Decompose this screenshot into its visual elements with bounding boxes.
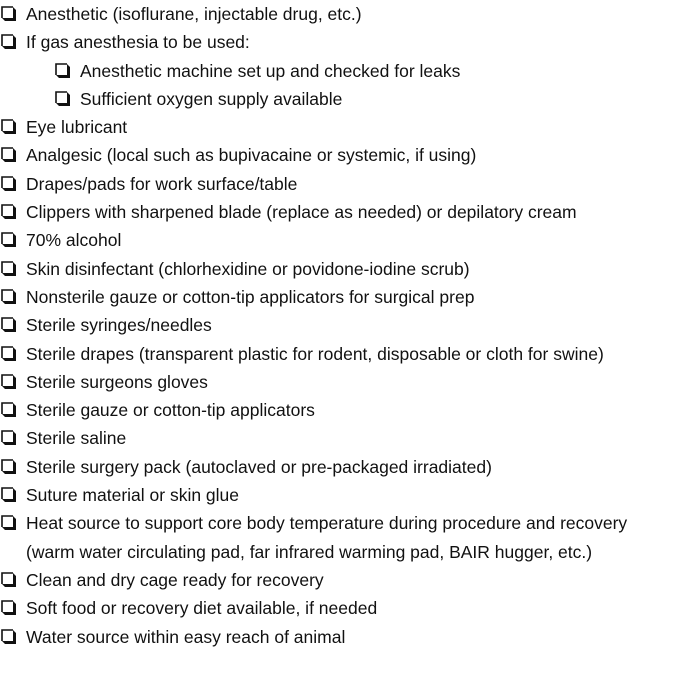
checklist-item-text: Sterile saline xyxy=(26,428,127,449)
checklist-item xyxy=(0,28,685,56)
checkbox-icon[interactable] xyxy=(1,346,15,360)
checklist-item xyxy=(54,57,685,85)
checkbox-icon[interactable] xyxy=(1,487,15,501)
checklist-item xyxy=(0,255,685,283)
checkbox-icon[interactable] xyxy=(1,6,15,20)
checklist-item xyxy=(0,113,685,141)
checkbox-icon[interactable] xyxy=(1,34,15,48)
checkbox-icon[interactable] xyxy=(1,629,15,643)
checklist-item xyxy=(0,170,685,198)
checkbox-icon[interactable] xyxy=(1,176,15,190)
checklist-item-text: Analgesic (local such as bupivacaine or systemic, if using) xyxy=(26,145,477,166)
checklist-item-text: Clippers with sharpened blade (replace as needed) or depilatory cream xyxy=(26,202,577,223)
checklist-item-text: If gas anesthesia to be used: xyxy=(26,32,250,53)
checklist-item xyxy=(0,283,685,311)
checklist-item-text: Skin disinfectant (chlorhexidine or povidone-iodine scrub) xyxy=(26,258,470,279)
checklist-item xyxy=(0,623,685,651)
checklist-item-text: Sterile surgery pack (autoclaved or pre-packaged irradiated) xyxy=(26,456,492,477)
checklist-item-text: Sterile syringes/needles xyxy=(26,315,212,336)
checklist-item xyxy=(0,340,685,368)
checkbox-icon[interactable] xyxy=(1,600,15,614)
checklist-item-text: Nonsterile gauze or cotton-tip applicators for surgical prep xyxy=(26,286,475,307)
checkbox-icon[interactable] xyxy=(1,232,15,246)
checkbox-icon[interactable] xyxy=(1,147,15,161)
checklist-item xyxy=(0,368,685,396)
checklist-item xyxy=(0,594,685,622)
checklist-item xyxy=(0,0,685,28)
checklist-item-text: 70% alcohol xyxy=(26,230,122,251)
checkbox-icon[interactable] xyxy=(55,91,69,105)
checklist-item-text: Clean and dry cage ready for recovery xyxy=(26,569,324,590)
checkbox-icon[interactable] xyxy=(55,63,69,77)
checklist-item xyxy=(0,141,685,169)
checkbox-icon[interactable] xyxy=(1,289,15,303)
checklist-item-text: Water source within easy reach of animal xyxy=(26,626,346,647)
checkbox-icon[interactable] xyxy=(1,204,15,218)
checkbox-icon[interactable] xyxy=(1,119,15,133)
checklist-item-text: Heat source to support core body temperature during procedure and recovery (warm water circulating pad, far infrared warming pad, BAIR hugger, etc.) xyxy=(26,513,628,562)
checklist-item xyxy=(0,509,685,566)
checklist-item-text: Anesthetic (isoflurane, injectable drug, etc.) xyxy=(26,4,362,24)
checklist-item xyxy=(0,481,685,509)
checkbox-icon[interactable] xyxy=(1,402,15,416)
checklist-item xyxy=(0,226,685,254)
checklist-item-text: Drapes/pads for work surface/table xyxy=(26,173,298,194)
checklist-item-text: Sterile drapes (transparent plastic for rodent, disposable or cloth for swine) xyxy=(26,343,604,364)
checkbox-icon[interactable] xyxy=(1,515,15,529)
checkbox-icon[interactable] xyxy=(1,261,15,275)
checklist-item-text: Suture material or skin glue xyxy=(26,485,240,506)
checklist-item-text: Sterile gauze or cotton-tip applicators xyxy=(26,400,315,421)
checkbox-icon[interactable] xyxy=(1,459,15,473)
checklist-item xyxy=(54,85,685,113)
checkbox-icon[interactable] xyxy=(1,374,15,388)
checklist-item-text: Sufficient oxygen supply available xyxy=(80,88,343,109)
checklist-item xyxy=(0,311,685,339)
checklist-item xyxy=(0,566,685,594)
checklist-item-text: Eye lubricant xyxy=(26,117,128,138)
checklist-item-text: Sterile surgeons gloves xyxy=(26,371,208,392)
checkbox-icon[interactable] xyxy=(1,317,15,331)
checklist-item-text: Soft food or recovery diet available, if needed xyxy=(26,598,378,619)
checklist-item-text: Anesthetic machine set up and checked for leaks xyxy=(80,60,461,81)
checklist-item xyxy=(0,453,685,481)
checkbox-icon[interactable] xyxy=(1,430,15,444)
checklist-item xyxy=(0,424,685,452)
checklist-item xyxy=(0,396,685,424)
checklist-item xyxy=(0,198,685,226)
checkbox-icon[interactable] xyxy=(1,572,15,586)
